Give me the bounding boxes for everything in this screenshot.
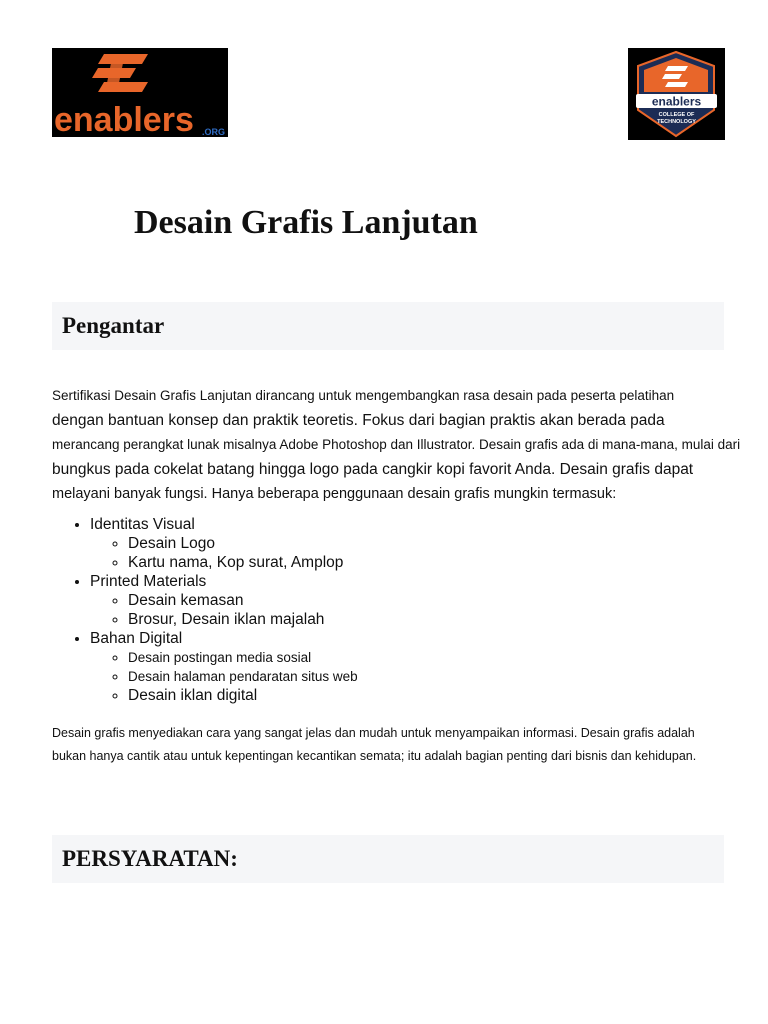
sub-list-item: ◦ Kartu nama, Kop surat, Amplop: [128, 553, 358, 572]
intro-line: bungkus pada cokelat batang hingga logo pada cangkir kopi favorit Anda. Desain grafis dapat: [52, 460, 694, 478]
closing-line: Desain grafis menyediakan cara yang sangat jelas dan mudah untuk menyampaikan informasi. Desain grafis adalah: [52, 726, 695, 740]
uses-list: [52, 515, 358, 705]
enablers-college-logo: [628, 48, 725, 140]
section-requirements-header: [52, 835, 724, 883]
badge-sub1: COLLEGE OF: [658, 112, 695, 118]
logo-wordmark: enablers: [54, 101, 194, 137]
sub-list-item: ◦ Desain postingan media sosial: [128, 648, 358, 667]
closing-paragraph: [52, 722, 762, 768]
list-item: [90, 515, 358, 572]
sub-list-item: ◦ Desain halaman pendaratan situs web: [128, 667, 358, 686]
list-item: [90, 629, 358, 705]
list-item-label: Printed Materials: [90, 573, 207, 590]
section-requirements-heading: PERSYARATAN:: [62, 846, 238, 871]
intro-line: melayani banyak fungsi. Hanya beberapa penggunaan desain grafis mungkin termasuk:: [52, 486, 617, 502]
enablers-org-logo-graphic: [52, 48, 228, 137]
sub-list: [90, 534, 358, 572]
e-mark-icon: [92, 54, 148, 92]
section-intro-header: [52, 302, 724, 350]
intro-paragraph: [52, 384, 752, 507]
list-item-label: Identitas Visual: [90, 516, 195, 533]
college-badge-graphic: [628, 48, 725, 140]
badge-wordmark: enablers: [651, 94, 702, 109]
intro-line: merancang perangkat lunak misalnya Adobe Photoshop dan Illustrator. Desain grafis ada di mana-mana, mulai dari: [52, 437, 741, 452]
list-item: [90, 572, 358, 629]
list-item-label: Bahan Digital: [90, 630, 183, 647]
sub-list-item: ◦ Desain iklan digital: [128, 686, 358, 705]
sub-list: [90, 648, 358, 705]
sub-list: [90, 591, 358, 629]
page-title: Desain Grafis Lanjutan: [134, 204, 478, 241]
section-intro-heading: Pengantar: [62, 313, 165, 338]
sub-list-item: ◦ Desain kemasan: [128, 591, 358, 610]
sub-list-item: ◦ Desain Logo: [128, 534, 358, 553]
enablers-org-logo: [52, 48, 228, 137]
intro-line: Sertifikasi Desain Grafis Lanjutan dirancang untuk mengembangkan rasa desain pada peserta pelatihan: [52, 388, 675, 403]
badge-sub2: TECHNOLOGY: [657, 119, 696, 125]
closing-line: bukan hanya cantik atau untuk kepentingan kecantikan semata; itu adalah bagian penting dari bisnis dan kehidupan.: [52, 749, 697, 763]
intro-line: dengan bantuan konsep dan praktik teoretis. Fokus dari bagian praktis akan berada pada: [52, 411, 665, 429]
sub-list-item: ◦ Brosur, Desain iklan majalah: [128, 610, 358, 629]
logo-suffix: .ORG: [202, 127, 226, 137]
